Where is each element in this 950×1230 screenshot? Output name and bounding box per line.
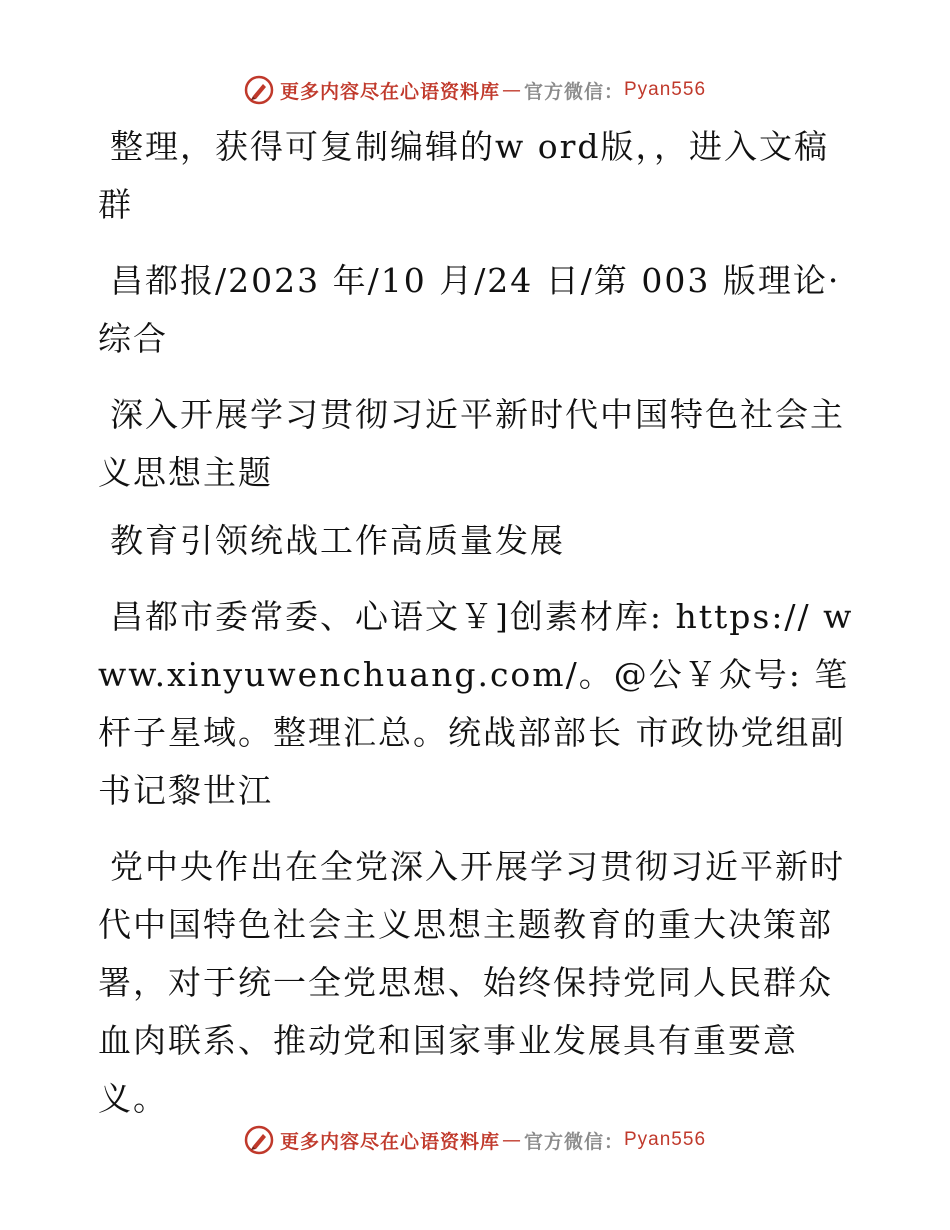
watermark-label: 官方微信： — [523, 80, 624, 103]
paragraph-body: 党中央作出在全党深入开展学习贯彻习近平新时代中国特色社会主义思想主题教育的重大决策部署，对于统一全党思想、始终保持党同人民群众血肉联系、推动党和国家事业发展具有重要意义。 — [98, 847, 845, 1118]
watermark-wechat-id: Pyan556 — [624, 1129, 707, 1150]
watermark-text: 更多内容尽在心语资料库 — [279, 80, 500, 103]
document-body — [98, 118, 858, 1146]
watermark-label: 官方微信： — [523, 1130, 624, 1153]
paragraph-intro: 整理，获得可复制编辑的w ord版，，进入文稿群 — [98, 127, 830, 224]
watermark-dash: — — [501, 1129, 522, 1151]
paragraph-author: 昌都市委常委、心语文￥]创素材库: https:// www.xinyuwenchuang.com/。@公￥众号: 笔杆子星域。整理汇总。统战部部长 市政协党组副书记黎世江 — [98, 597, 854, 810]
header-watermark — [0, 70, 950, 110]
watermark-text: 更多内容尽在心语资料库 — [279, 1130, 500, 1153]
pen-logo-icon — [244, 1125, 274, 1155]
article-title-line-2: 教育引领统战工作高质量发展 — [110, 521, 565, 560]
watermark-dash: — — [501, 79, 522, 101]
footer-watermark — [0, 1120, 950, 1160]
pen-logo-icon — [244, 75, 274, 105]
paragraph-source: 昌都报/2023 年/10 月/24 日/第 003 版理论·综合 — [98, 261, 841, 358]
watermark-wechat-id: Pyan556 — [624, 79, 707, 100]
article-title-line-1: 深入开展学习贯彻习近平新时代中国特色社会主义思想主题 — [98, 395, 845, 492]
